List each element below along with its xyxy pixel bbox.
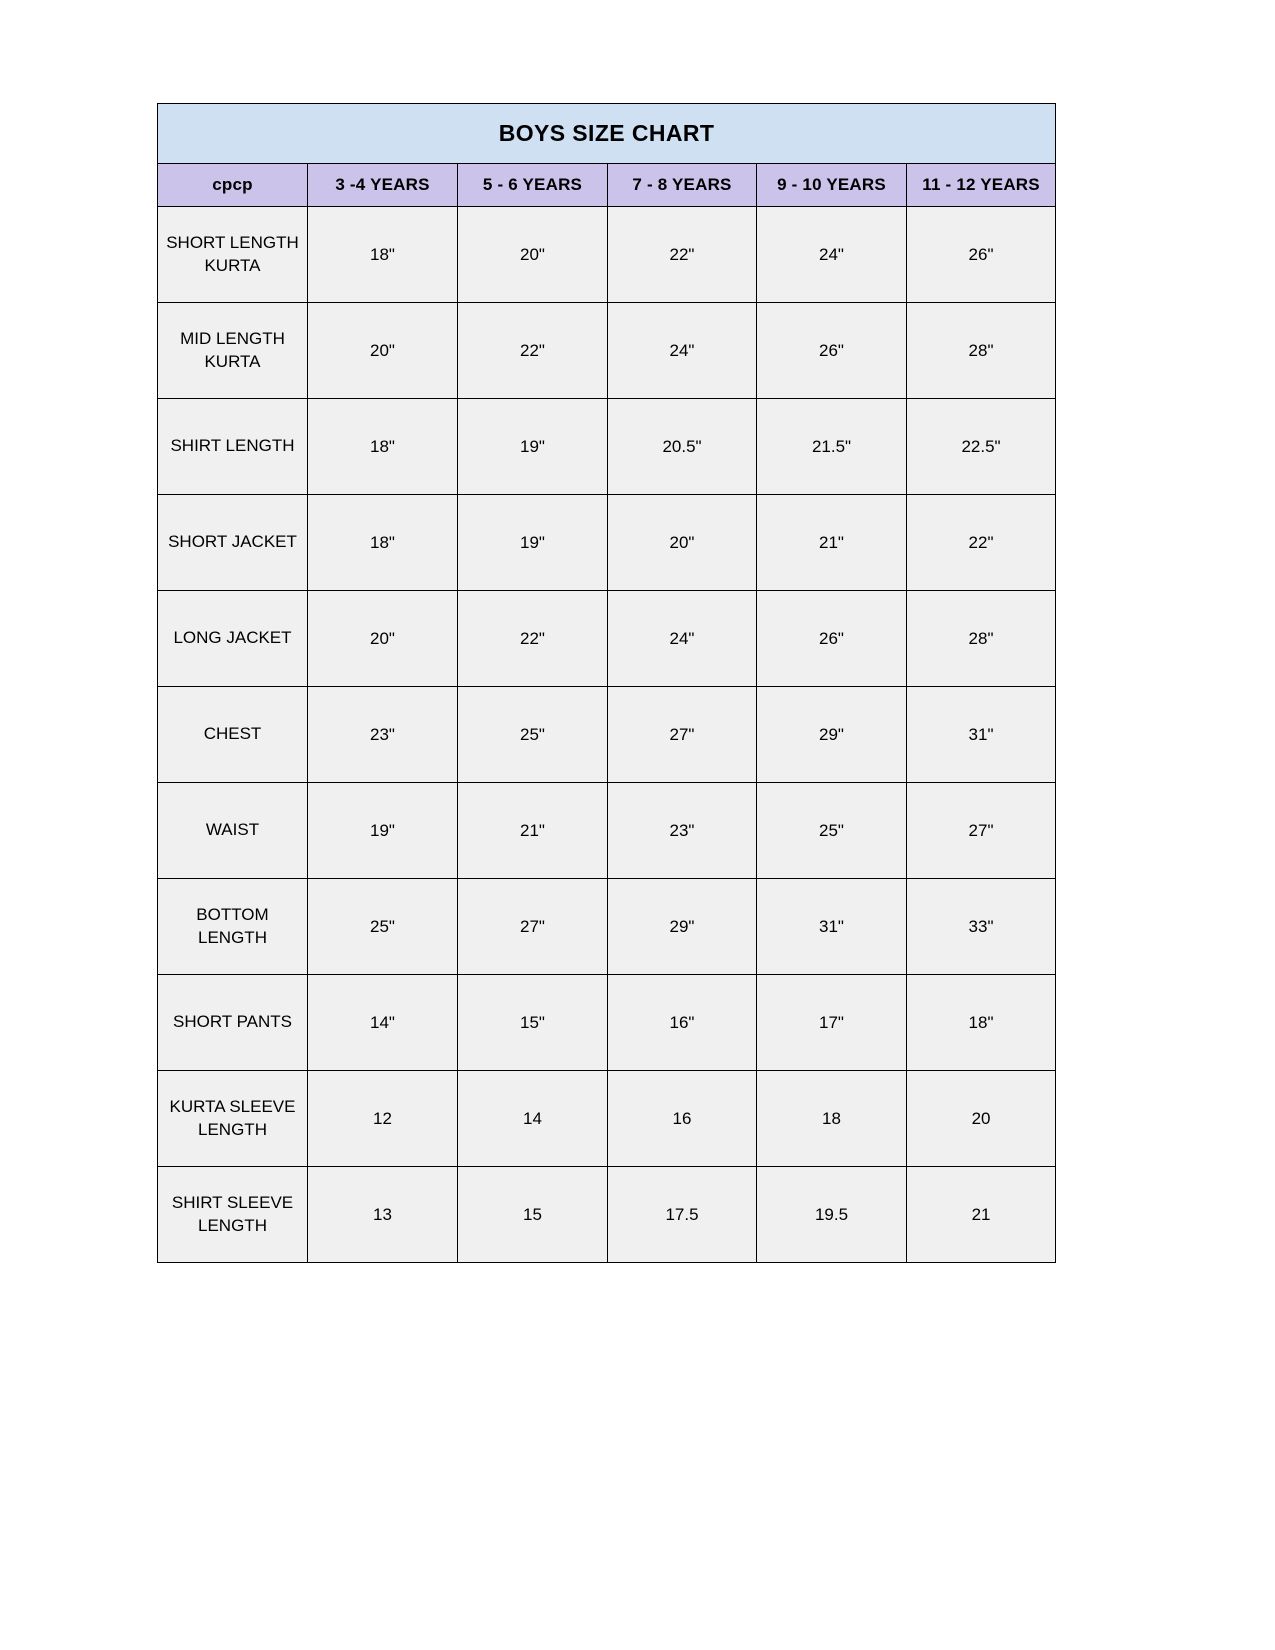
- row-value: 31": [757, 879, 907, 975]
- row-value: 17": [757, 975, 907, 1071]
- row-label: LONG JACKET: [158, 591, 308, 687]
- row-value: 25": [458, 687, 608, 783]
- row-label: SHIRT SLEEVE LENGTH: [158, 1167, 308, 1263]
- row-value: 15": [458, 975, 608, 1071]
- column-header-3: 7 - 8 YEARS: [608, 164, 757, 207]
- row-value: 33": [907, 879, 1056, 975]
- row-value: 16": [608, 975, 757, 1071]
- row-value: 31": [907, 687, 1056, 783]
- column-header-5: 11 - 12 YEARS: [907, 164, 1056, 207]
- row-value: 22": [458, 591, 608, 687]
- row-value: 18": [907, 975, 1056, 1071]
- row-value: 23": [308, 687, 458, 783]
- size-chart-container: [157, 103, 1055, 1263]
- row-value: 18": [308, 399, 458, 495]
- row-value: 19": [458, 495, 608, 591]
- header-row: [158, 164, 1056, 207]
- table-row: [158, 1071, 1056, 1167]
- row-value: 22": [458, 303, 608, 399]
- row-value: 20": [458, 207, 608, 303]
- row-value: 29": [608, 879, 757, 975]
- row-label: SHORT PANTS: [158, 975, 308, 1071]
- row-value: 17.5: [608, 1167, 757, 1263]
- boys-size-chart-table: [157, 103, 1056, 1263]
- row-value: 27": [458, 879, 608, 975]
- row-label: CHEST: [158, 687, 308, 783]
- row-value: 21: [907, 1167, 1056, 1263]
- row-value: 26": [757, 303, 907, 399]
- row-value: 18": [308, 495, 458, 591]
- row-value: 18: [757, 1071, 907, 1167]
- table-row: [158, 687, 1056, 783]
- row-value: 22": [907, 495, 1056, 591]
- row-value: 26": [907, 207, 1056, 303]
- row-value: 20.5": [608, 399, 757, 495]
- row-value: 14: [458, 1071, 608, 1167]
- row-value: 20": [608, 495, 757, 591]
- row-value: 12: [308, 1071, 458, 1167]
- row-value: 25": [757, 783, 907, 879]
- row-value: 28": [907, 591, 1056, 687]
- chart-title: BOYS SIZE CHART: [158, 104, 1056, 164]
- row-value: 19": [308, 783, 458, 879]
- row-value: 24": [757, 207, 907, 303]
- row-value: 22.5": [907, 399, 1056, 495]
- table-row: [158, 783, 1056, 879]
- row-value: 27": [608, 687, 757, 783]
- table-row: [158, 207, 1056, 303]
- row-label: KURTA SLEEVE LENGTH: [158, 1071, 308, 1167]
- title-row: [158, 104, 1056, 164]
- table-row: [158, 495, 1056, 591]
- table-row: [158, 879, 1056, 975]
- table-row: [158, 399, 1056, 495]
- row-value: 24": [608, 303, 757, 399]
- table-row: [158, 975, 1056, 1071]
- row-label: SHORT JACKET: [158, 495, 308, 591]
- row-value: 21": [458, 783, 608, 879]
- row-value: 20": [308, 591, 458, 687]
- column-header-0: cpcp: [158, 164, 308, 207]
- row-label: MID LENGTH KURTA: [158, 303, 308, 399]
- row-label: SHORT LENGTH KURTA: [158, 207, 308, 303]
- row-value: 26": [757, 591, 907, 687]
- row-value: 23": [608, 783, 757, 879]
- table-row: [158, 591, 1056, 687]
- row-label: SHIRT LENGTH: [158, 399, 308, 495]
- row-value: 14": [308, 975, 458, 1071]
- row-value: 19.5: [757, 1167, 907, 1263]
- row-value: 19": [458, 399, 608, 495]
- row-value: 20": [308, 303, 458, 399]
- row-value: 24": [608, 591, 757, 687]
- row-value: 29": [757, 687, 907, 783]
- table-row: [158, 1167, 1056, 1263]
- row-value: 21.5": [757, 399, 907, 495]
- row-value: 21": [757, 495, 907, 591]
- row-label: BOTTOM LENGTH: [158, 879, 308, 975]
- row-value: 15: [458, 1167, 608, 1263]
- row-value: 20: [907, 1071, 1056, 1167]
- row-value: 27": [907, 783, 1056, 879]
- row-value: 13: [308, 1167, 458, 1263]
- column-header-4: 9 - 10 YEARS: [757, 164, 907, 207]
- row-label: WAIST: [158, 783, 308, 879]
- row-value: 18": [308, 207, 458, 303]
- table-row: [158, 303, 1056, 399]
- row-value: 25": [308, 879, 458, 975]
- column-header-2: 5 - 6 YEARS: [458, 164, 608, 207]
- column-header-1: 3 -4 YEARS: [308, 164, 458, 207]
- row-value: 16: [608, 1071, 757, 1167]
- row-value: 28": [907, 303, 1056, 399]
- row-value: 22": [608, 207, 757, 303]
